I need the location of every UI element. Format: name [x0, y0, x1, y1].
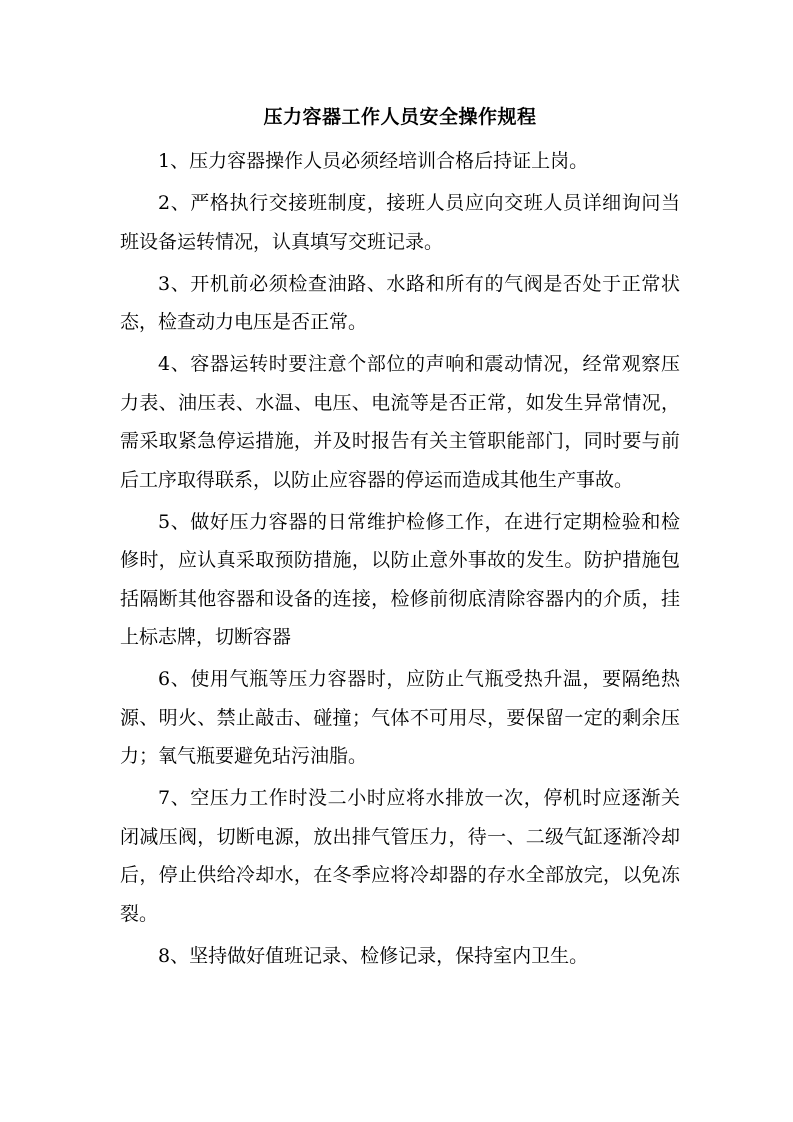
paragraph-3: 3、开机前必须检查油路、水路和所有的气阀是否处于正常状态，检查动力电压是否正常。 — [120, 272, 680, 333]
paragraph-1: 1、压力容器操作人员必须经培训合格后持证上岗。 — [158, 150, 589, 172]
paragraph-8: 8、坚持做好值班记录、检修记录，保持室内卫生。 — [158, 944, 589, 967]
paragraph-2: 2、严格执行交接班制度，接班人员应向交班人员详细询问当班设备运转情况，认真填写交班记录。 — [120, 192, 680, 253]
paragraph-5: 5、做好压力容器的日常维护检修工作，在进行定期检验和检修时，应认真采取预防措施，以防止意外事故的发生。防护措施包括隔断其他容器和设备的连接，检修前彻底清除容器内的介质，挂上标志牌，切断容器 — [120, 510, 680, 648]
document-page — [120, 100, 680, 979]
paragraph-7: 7、空压力工作时没二小时应将水排放一次，停机时应逐渐关闭减压阀，切断电源，放出排气管压力，待一、二级气缸逐渐冷却后，停止供给冷却水，在冬季应将冷却器的存水全部放完，以免冻裂。 — [120, 787, 680, 925]
paragraph-4: 4、容器运转时要注意个部位的声响和震动情况，经常观察压力表、油压表、水温、电压、电流等是否正常，如发生异常情况，需采取紧急停运措施，并及时报告有关主管职能部门，同时要与前后工序取得联系，以防止应容器的停运而造成其他生产事故。 — [120, 353, 680, 491]
document-title: 压力容器工作人员安全操作规程 — [263, 106, 537, 128]
paragraph-6: 6、使用气瓶等压力容器时，应防止气瓶受热升温，要隔绝热源、明火、禁止敲击、碰撞；气体不可用尽，要保留一定的剩余压力；氧气瓶要避免玷污油脂。 — [120, 668, 680, 767]
